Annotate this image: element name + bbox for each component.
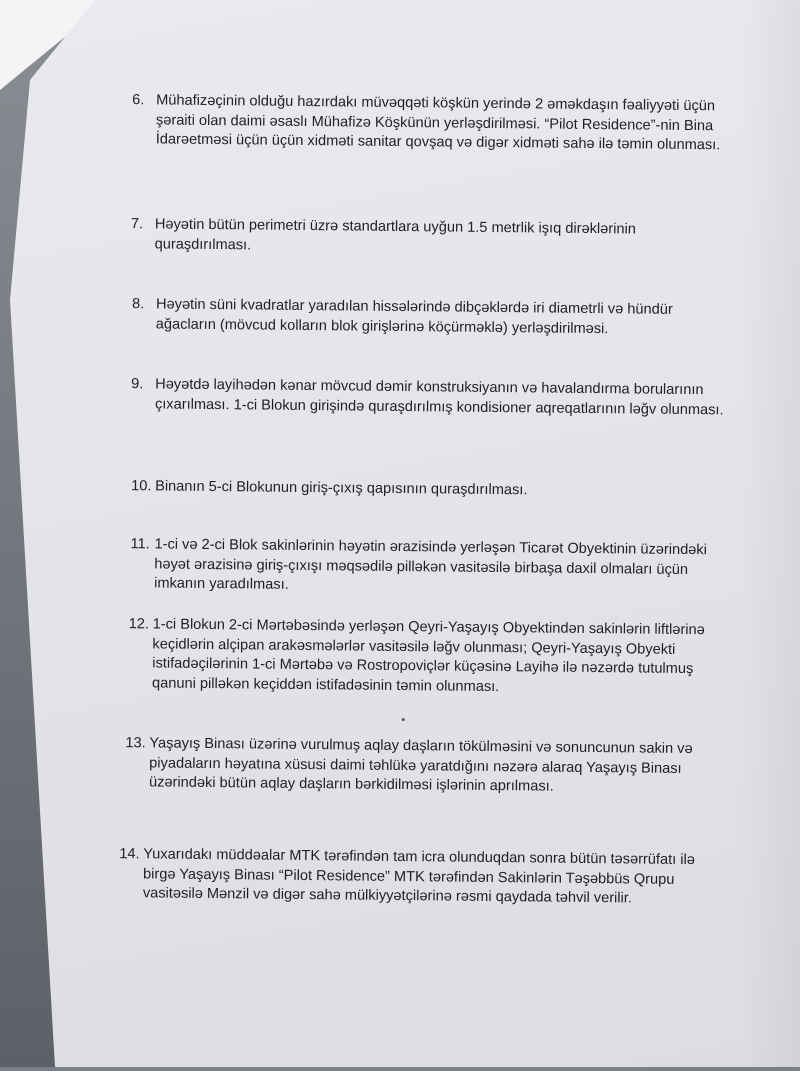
ink-dot (402, 718, 405, 721)
item-number: 10. (131, 478, 152, 495)
item-text: Yaşayış Binası üzərinə vurulmuş aqlay daşların tökülməsini və sonuncunun sakin və piyadaların həyatına xüsusi daimi təhlükə yaratdığını nəzərə alaraq Yaşayış Binası üzərindəki bütün aqlay daşların bərkidilməsi işlərinin aprılması. (148, 735, 693, 795)
item-text: Mühafizəçinin olduğu hazırdakı müvəqqəti köşkün yerində 2 əməkdaşın fəaliyyəti üçün şəraiti olan daimi əsaslı Mühafizə Köşkünün yerləşdirilməsi. “Pilot Residence”-nin Bina İdarəetməsi üçün üçün xidməti sanitar qovşaq və digər xidməti sahə ilə təmin olunması. (155, 92, 721, 154)
list-item-8 (132, 295, 732, 340)
item-number: 9. (131, 376, 144, 393)
list-item-7 (131, 215, 731, 260)
item-text: Həyətin bütün perimetri üzrə standartlara uyğun 1.5 metrlik işıq dirəklərinin quraşdırılması. (154, 216, 636, 253)
item-text: Həyətin süni kvadratlar yaradılan hissələrində dibçəklərdə iri diametrli və hündür ağacların (mövcud kolların blok girişlərinə köçürməklə) yerləşdirilməsi. (155, 296, 673, 337)
item-text: Həyətdə layihədən kənar mövcud dəmir konstruksiyanın və havalandırma borularının çıxarılması. 1-ci Blokun girişində quraşdırılmış kondisioner aqreqatlarının ləğv olunması. (154, 376, 724, 418)
item-text: Yuxarıdakı müddəalar MTK tərəfindən tam icra olunduqdan sonra bütün təsərrüfatı ilə birgə Yaşayış Binası “Pilot Residence” MTK tərəfindən Sakinlərin Təşəbbüs Qrupu vasitəsilə Mənzil və digər sahə mülkiyyətçilərinə rəsmi qaydada təhvil verilir. (142, 846, 695, 907)
list-item-12 (128, 615, 729, 699)
list-item-6 (132, 91, 733, 156)
list-item-14 (119, 845, 720, 910)
list-item-13 (125, 734, 726, 799)
item-number: 6. (132, 92, 145, 109)
item-number: 11. (130, 536, 150, 553)
item-number: 14. (119, 846, 140, 863)
item-text: 1-ci və 2-ci Blok sakinlərinin həyətin ərazisində yerləşən Ticarət Obyektinin üzərindəki həyət ərazisinə giriş-çıxışı məqsədilə pilləkən vasitəsilə birbaşa daxil olmaları üçün imkanın yaradılması. (154, 536, 707, 593)
item-number: 13. (125, 735, 146, 752)
list-item-10 (131, 477, 731, 503)
item-number: 8. (131, 296, 145, 313)
list-item-11 (130, 535, 731, 600)
list-item-9 (131, 375, 731, 420)
item-number: 7. (130, 216, 144, 233)
item-number: 12. (128, 616, 150, 633)
item-text: 1-ci Blokun 2-ci Mərtəbəsində yerləşən Qeyri-Yaşayış Obyektindən sakinlərin liftlərinə keçidlərin alçipan arakəsmələrlər vasitəsilə ləğv olunması; Qeyri-Yaşayış Obyekti istifadəçilərinin 1-ci Mərtəbə və Rostropoviçlər küçəsinə Layihə ilə nəzərdə tutulmuş qanuni pilləkən keçiddən istifadəsinin təmin olunması. (151, 616, 705, 695)
item-text: Binanın 5-ci Blokunun giriş-çıxış qapısının quraşdırılması. (155, 478, 528, 499)
